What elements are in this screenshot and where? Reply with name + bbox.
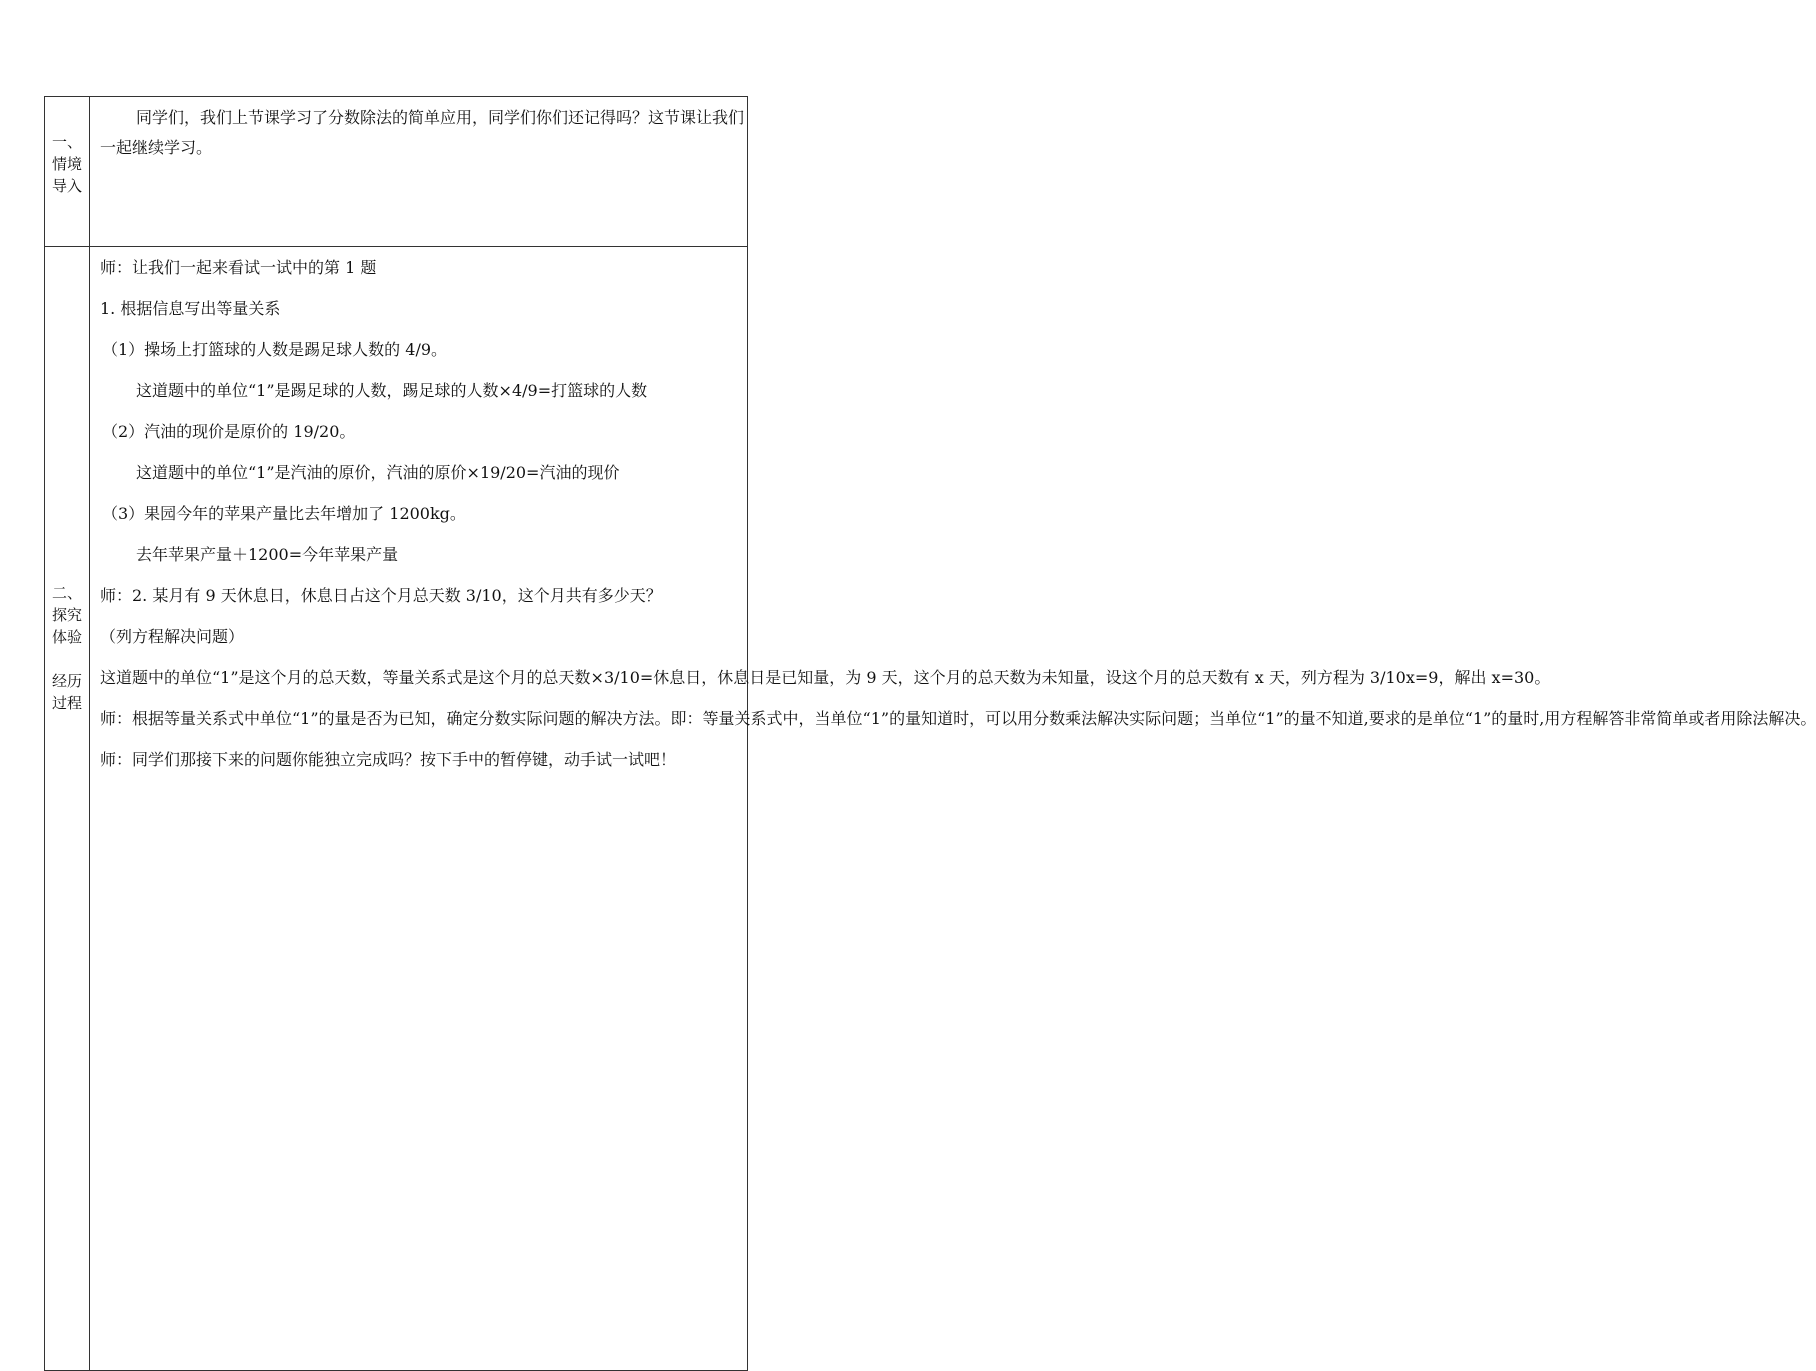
answer-line: 这道题中的单位“1”是汽油的原价，汽油的原价×19/20=汽油的现价 <box>136 463 620 482</box>
solution-paragraph: 这道题中的单位“1”是这个月的总天数，等量关系式是这个月的总天数×3/10=休息日，休息日是已知量，为 9 天，这个月的总天数为未知量，设这个月的总天数有 x 天，列方程为 3/10x=9，解出 x=30。 <box>100 668 1551 687</box>
lesson-plan-table <box>44 96 1816 1371</box>
section-intro-content <box>90 97 748 247</box>
section-explore-label-line: 经历 <box>51 672 82 690</box>
summary-paragraph: 师：根据等量关系式中单位“1”的量是否为已知，确定分数实际问题的解决方法。即：等量关系式中，当单位“1”的量知道时，可以用分数乘法解决实际问题；当单位“1”的量不知道,要求的是单位“1”的量时,用方程解答非常简单或者用除法解决。 <box>100 709 1816 728</box>
section-explore-label-line: 二、 <box>51 584 82 602</box>
section-intro-label <box>45 97 90 247</box>
question-line: （1）操场上打篮球的人数是踢足球人数的 4/9。 <box>102 340 448 359</box>
section-explore-label-line: 探究 <box>51 606 82 624</box>
section-explore-label <box>45 247 90 1371</box>
section-explore-label-line: 过程 <box>51 694 82 712</box>
intro-paragraph: 同学们，我们上节课学习了分数除法的简单应用，同学们你们还记得吗？这节课让我们一起继续学习。 <box>100 108 745 157</box>
teacher-line: 师：让我们一起来看试一试中的第 1 题 <box>100 258 377 277</box>
closing-paragraph: 师：同学们那接下来的问题你能独立完成吗？按下手中的暂停键，动手试一试吧！ <box>100 750 677 769</box>
section-intro-label-line: 情境 <box>51 155 82 173</box>
section-explore-content <box>90 247 1816 1371</box>
answer-line: 这道题中的单位“1”是踢足球的人数，踢足球的人数×4/9=打篮球的人数 <box>136 381 648 400</box>
answer-line: 去年苹果产量＋1200=今年苹果产量 <box>136 545 399 564</box>
section-explore-row <box>45 247 748 1371</box>
task-heading: 1. 根据信息写出等量关系 <box>100 299 281 318</box>
label-spacer <box>45 648 89 670</box>
section-intro-label-line: 一、 <box>51 133 82 151</box>
section-explore-label-line: 体验 <box>51 628 82 646</box>
question-line: （2）汽油的现价是原价的 19/20。 <box>102 422 356 441</box>
question-line: （3）果园今年的苹果产量比去年增加了 1200kg。 <box>102 504 466 523</box>
section-intro-label-line: 导入 <box>51 177 82 195</box>
teacher-question-line: 师：2. 某月有 9 天休息日，休息日占这个月总天数 3/10，这个月共有多少天？ <box>100 586 662 605</box>
method-note-line: （列方程解决问题） <box>100 627 245 646</box>
section-intro-row <box>45 97 748 247</box>
